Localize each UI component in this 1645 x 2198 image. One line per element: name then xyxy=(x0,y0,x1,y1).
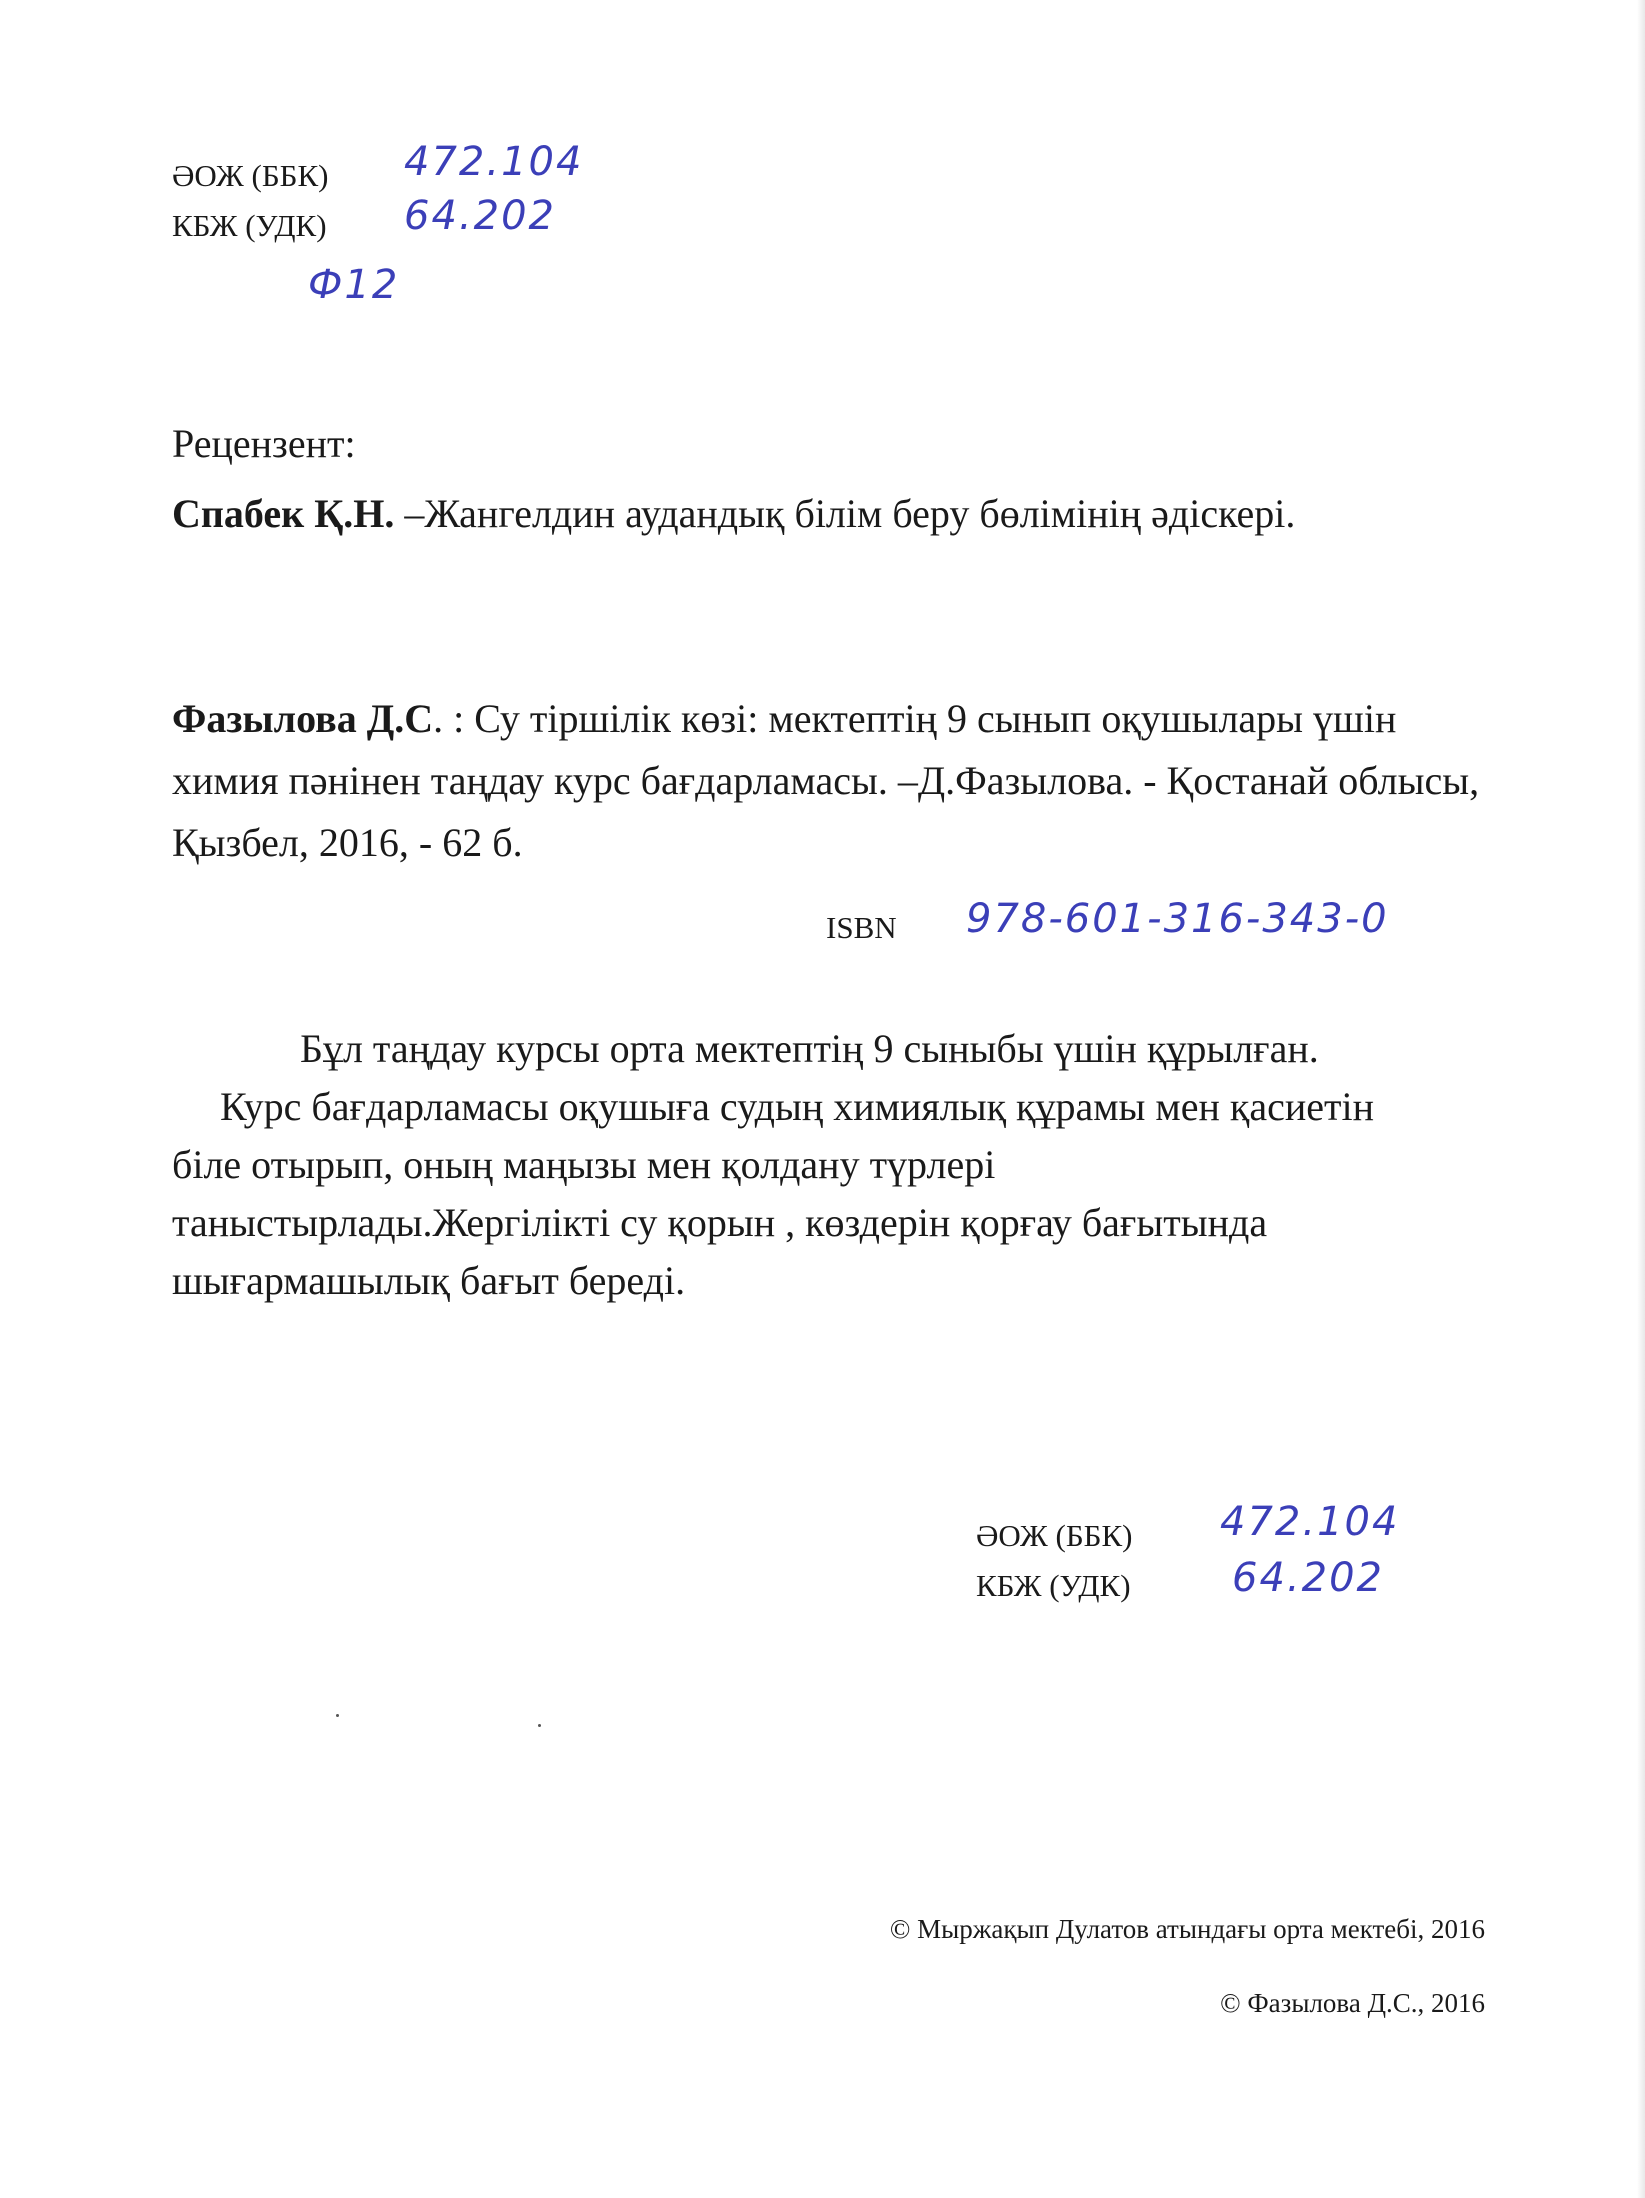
citation-text: . : Су тіршілік көзі: мектептің 9 сынып оқушылары үшін химия пәнінен таңдау курс бағдарламасы. –Д.Фазылова. - Қостанай облысы, Қызбел, 2016, - 62 б. xyxy=(172,696,1480,865)
classification-block-bottom xyxy=(976,1499,1400,1620)
udk-handwritten-value-bottom: 64.202 xyxy=(1232,1555,1384,1601)
bbk-label: ӘОЖ (ББК) xyxy=(172,158,329,193)
copyright-school: © Мыржақып Дулатов атындағы орта мектебі, 2016 xyxy=(889,1914,1485,1944)
reviewer-description: –Жангелдин аудандық білім беру бөлімінің әдіскері. xyxy=(394,491,1296,536)
reviewer-name: Спабек Қ.Н. xyxy=(172,491,395,536)
bbk-row xyxy=(172,139,584,210)
udk-row xyxy=(172,193,556,260)
bbk-handwritten-value: 472.104 xyxy=(404,139,584,185)
bbk-handwritten-value-bottom: 472.104 xyxy=(1220,1499,1400,1545)
abstract-paragraph-1: Бұл таңдау курсы орта мектептің 9 сыныбы үшін құрылған. xyxy=(300,1026,1319,1071)
scan-speck xyxy=(538,1724,541,1727)
reviewer-paragraph xyxy=(172,482,1490,546)
isbn-label: ISBN xyxy=(826,910,897,945)
udk-row-bottom xyxy=(976,1555,1384,1620)
udk-label-bottom: КБЖ (УДК) xyxy=(976,1568,1131,1603)
scan-speck xyxy=(336,1714,339,1717)
udk-label: КБЖ (УДК) xyxy=(172,208,327,243)
reviewer-heading: Рецензент: xyxy=(172,421,356,466)
isbn-line xyxy=(826,896,1389,946)
udk-handwritten-value: 64.202 xyxy=(404,193,556,239)
bibliographic-citation xyxy=(172,688,1490,874)
bbk-row-bottom xyxy=(976,1499,1400,1570)
classification-block-top xyxy=(172,139,584,260)
bbk-label-bottom: ӘОЖ (ББК) xyxy=(976,1518,1133,1553)
abstract xyxy=(172,1020,1412,1310)
page-edge-shadow xyxy=(1637,0,1645,2198)
isbn-handwritten-value: 978-601-316-343-0 xyxy=(966,896,1389,942)
author-mark-handwritten: Ф12 xyxy=(308,262,400,308)
citation-author: Фазылова Д.С xyxy=(172,696,434,741)
abstract-paragraph-2: Курс бағдарламасы оқушыға судың химиялық құрамы мен қасиетін біле отырып, оның маңызы мен қолдану түрлері таныстырлады.Жергілікті су қорын , көздерін қорғау бағытында шығармашылық бағыт береді. xyxy=(172,1084,1375,1303)
copyright-author: © Фазылова Д.С., 2016 xyxy=(1220,1988,1485,2018)
